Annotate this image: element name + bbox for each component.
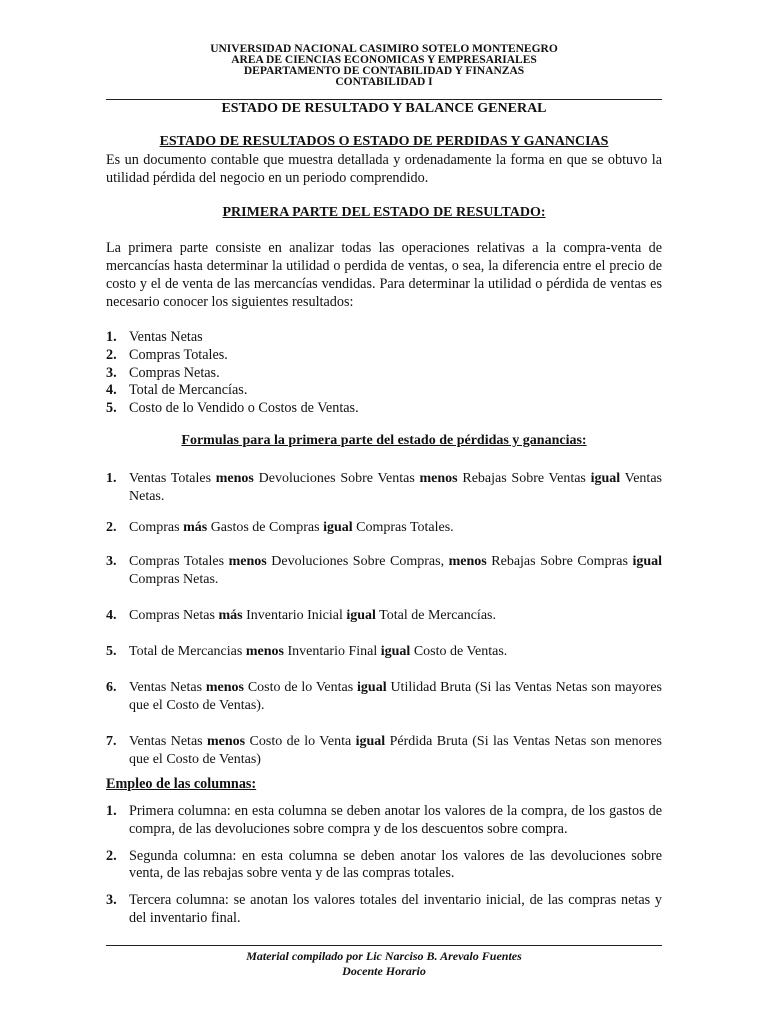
- section-body-primera-parte: La primera parte consiste en analizar todas las operaciones relativas a la compra-venta de mercancías hasta determinar la utilidad o perdida de ventas, o sea, la diferencia entre el precio de costo y el de venta de las mercancías vendidas. Para determinar la utilidad o pérdida de ventas es necesario conocer los siguientes resultados:: [106, 240, 662, 310]
- document-title: ESTADO DE RESULTADO Y BALANCE GENERAL: [221, 101, 547, 116]
- footer-role: Docente Horario: [342, 963, 426, 978]
- formula-keyword: más: [218, 608, 243, 623]
- formula-keyword: igual: [357, 680, 387, 695]
- formula-text: Total de Mercancías.: [375, 608, 496, 623]
- section-heading-estado: ESTADO DE RESULTADOS O ESTADO DE PERDIDAS Y GANANCIAS: [159, 134, 609, 149]
- formula-keyword: menos: [215, 471, 254, 486]
- formula-keyword: igual: [380, 644, 411, 659]
- formula-keyword: más: [183, 520, 208, 535]
- formula-text: Pérdida Bruta (Si las Ventas Netas son menores que el Costo de Ventas): [129, 734, 662, 767]
- results-list: [106, 329, 662, 418]
- section-body-estado: Es un documento contable que muestra detallada y ordenadamente la forma en que se obtuvo la utilidad pérdida del negocio en un periodo comprendido.: [106, 152, 662, 186]
- list-item: 1. Ventas Netas: [106, 329, 203, 345]
- formula-text: Inventario Inicial: [242, 608, 347, 623]
- formula-text: Ventas Netas: [129, 680, 206, 695]
- formula-text: Compras Totales.: [352, 520, 454, 535]
- formula-keyword: menos: [245, 644, 284, 659]
- formula-keyword: igual: [632, 554, 663, 569]
- header-area: AREA DE CIENCIAS ECONOMICAS Y EMPRESARIALES: [231, 54, 537, 66]
- formula-text: Compras Netas: [129, 608, 219, 623]
- section-heading-primera-parte: PRIMERA PARTE DEL ESTADO DE RESULTADO:: [222, 205, 546, 220]
- formula-text: Compras: [129, 520, 184, 535]
- formula-item: 4. Compras Netas más Inventario Inicial igual Total de Mercancías.: [106, 608, 496, 623]
- list-item: 2. Compras Totales.: [106, 346, 228, 363]
- formula-text: Ventas Totales: [129, 471, 216, 486]
- list-item: 3. Compras Netas.: [106, 364, 220, 381]
- list-item: 2. Segunda columna: en esta columna se deben anotar los valores de las devoluciones sobre venta, de las rebajas sobre venta y de las compras totales.: [106, 847, 662, 882]
- columns-heading: Empleo de las columnas:: [106, 776, 257, 792]
- formula-item: 2. Compras más Gastos de Compras igual Compras Totales.: [106, 520, 454, 535]
- footer-author: Material compilado por Lic Narciso B. Arevalo Fuentes: [246, 949, 522, 963]
- formula-text: Ventas Netas.: [129, 471, 662, 504]
- list-item: 3. Tercera columna: se anotan los valores totales del inventario inicial, de las compras netas y del inventario final.: [106, 892, 662, 926]
- list-item: 5. Costo de lo Vendido o Costos de Ventas.: [106, 400, 359, 417]
- formula-keyword: igual: [590, 471, 621, 486]
- header-department: DEPARTAMENTO DE CONTABILIDAD Y FINANZAS: [243, 65, 525, 77]
- formula-keyword: igual: [355, 734, 386, 749]
- list-item: 1. Primera columna: en esta columna se deben anotar los valores de la compra, de los gastos de compra, de las devoluciones sobre compra y de los descuentos sobre compra.: [106, 803, 662, 837]
- formula-keyword: igual: [323, 520, 353, 535]
- formula-text: Compras Totales: [129, 554, 229, 569]
- formula-item: 3. Compras Totales menos Devoluciones Sobre Compras, menos Rebajas Sobre Compras igual Compras Netas.: [106, 554, 663, 587]
- header-course: CONTABILIDAD I: [335, 76, 433, 88]
- institution-header: [106, 44, 662, 88]
- header-rule: [106, 99, 662, 100]
- formula-text: Compras Netas.: [129, 571, 219, 587]
- formula-item: 7. Ventas Netas menos Costo de lo Venta igual Pérdida Bruta (Si las Ventas Netas son menores que el Costo de Ventas): [106, 734, 662, 767]
- formula-text: Costo de Ventas.: [410, 644, 508, 659]
- formula-text: Utilidad Bruta (Si las Ventas Netas son mayores que el Costo de Ventas).: [129, 680, 662, 713]
- formula-text: Ventas Netas: [129, 734, 208, 749]
- footer-rule: [106, 945, 662, 946]
- list-item: 4. Total de Mercancías.: [106, 382, 248, 399]
- columns-list: [106, 803, 662, 928]
- formulas-heading: Formulas para la primera parte del estado de pérdidas y ganancias:: [181, 433, 587, 448]
- formula-keyword: menos: [228, 554, 267, 569]
- formula-text: Gastos de Compras: [207, 520, 324, 535]
- formula-text: Rebajas Sobre Compras: [486, 554, 633, 569]
- formula-text: Devoluciones Sobre Ventas: [253, 471, 420, 486]
- formula-item: 1. Ventas Totales menos Devoluciones Sobre Ventas menos Rebajas Sobre Ventas igual Ventas Netas.: [106, 471, 662, 504]
- formula-keyword: menos: [207, 734, 246, 749]
- formula-text: Total de Mercancias: [129, 644, 246, 659]
- formula-text: Costo de lo Venta: [245, 734, 356, 749]
- formula-keyword: igual: [346, 608, 376, 623]
- formula-text: Rebajas Sobre Ventas: [457, 471, 591, 486]
- formula-keyword: menos: [448, 554, 487, 569]
- formula-item: 5. Total de Mercancias menos Inventario Final igual Costo de Ventas.: [106, 644, 508, 659]
- formula-text: Inventario Final: [283, 644, 381, 659]
- footer: [106, 949, 662, 978]
- formula-item: 6. Ventas Netas menos Costo de lo Ventas igual Utilidad Bruta (Si las Ventas Netas son mayores que el Costo de Ventas).: [106, 680, 662, 713]
- formula-text: Devoluciones Sobre Compras,: [266, 554, 449, 569]
- formula-keyword: menos: [205, 680, 244, 695]
- header-university: UNIVERSIDAD NACIONAL CASIMIRO SOTELO MONTENEGRO: [210, 43, 558, 55]
- formula-text: Costo de lo Ventas: [244, 680, 358, 695]
- formula-keyword: menos: [419, 471, 458, 486]
